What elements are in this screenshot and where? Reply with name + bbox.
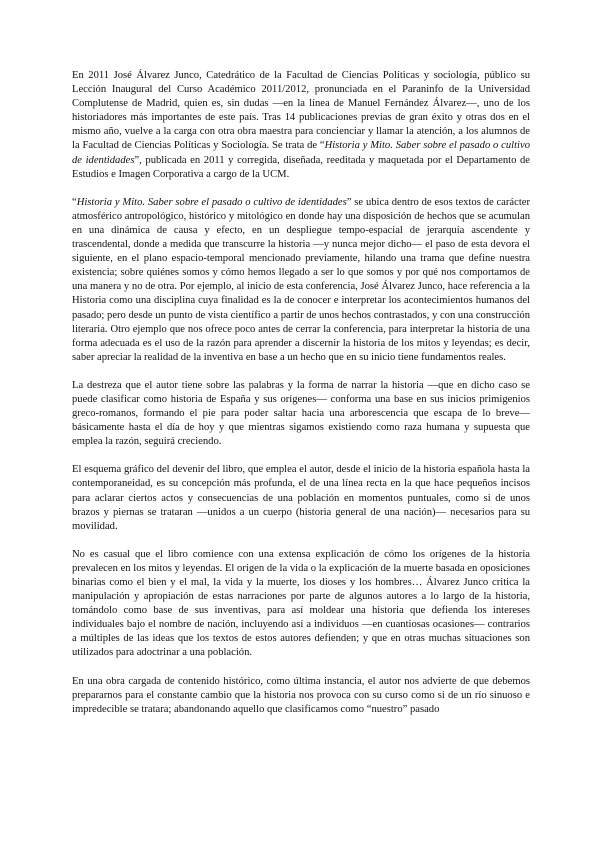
paragraph-2 — [72, 196, 530, 365]
book-title: Historia y Mito. Saber sobre el pasado o cultivo de identidades — [72, 140, 530, 166]
paragraph-text: ” se ubica dentro de esos textos de carácter atmosférico antropológico, histórico y mitológico en donde hay una disposición de hechos que se acumulan en una dinámica de causa y efecto, en un despliegue tempo-espacial de jerarquía ascendente y trascendental, donde a medida que transcurre la historia —y nunca mejor dicho— el paso de esta devora el siguiente, en el plano espacio-temporal mencionado previamente, hilando una trama que define nuestra existencia; sobre quiénes somos y cómo hemos llegado a ser lo que somos y por qué nos comportamos de una manera y no de otra. Por ejemplo, al inicio de esta conferencia, José Álvarez Junco, hace referencia a la Historia como una disciplina cuya finalidad es la de conocer e interpretar los acontecimientos humanos del pasado; pero desde un punto de vista científico a partir de unos hechos contrastados, y con una construcción literaria. Otro ejemplo que nos ofrece poco antes de cerrar la conferencia, para interpretar la historia de una forma adecuada es el uso de la razón para aprender a discernir la historia de los mitos y leyendas; es decir, saber apreciar la realidad de la inventiva en base a un hecho que en su inicio tiene fundamentos reales. — [72, 196, 530, 363]
paragraph-text: “ — [72, 196, 77, 208]
paragraph-text: No es casual que el libro comience con una extensa explicación de cómo los orígenes de la historia prevalecen en los mitos y leyendas. El origen de la vida o la explicación de la muerte basada en oposiciones binarias como el bien y el mal, la vida y la muerte, los dioses y los hombres… Álvarez Junco critica la manipulación y apropiación de estas narraciones por parte de algunos autores a lo largo de la historia, tomándolo como base de sus inventivas, para así moldear una historia que defienda los intereses individuales bajo el nombre de nación, incluyendo así a individuos —en cuantiosas ocasiones— contrarios a múltiples de las ideas que los textos de estos autores defienden; y que en otras muchas situaciones son utilizados para adoctrinar a una población. — [72, 548, 530, 659]
paragraph-text: En una obra cargada de contenido histórico, como última instancia, el autor nos advierte de que debemos prepararnos para el constante cambio que la historia nos provoca con su curso como si de un río sinuoso e impredecible se tratara; abandonando aquello que clasificamos como “nuestro” pasado — [72, 675, 530, 715]
document-body — [72, 69, 530, 731]
paragraph-text: ”, publicada en 2011 y corregida, diseñada, reeditada y maquetada por el Departamento de Estudios e Imagen Corporativa a cargo de la UCM. — [72, 154, 530, 180]
paragraph-6 — [72, 675, 530, 717]
paragraph-text: El esquema gráfico del devenir del libro, que emplea el autor, desde el inicio de la historia española hasta la contemporaneidad, es su concepción más profunda, el de una línea recta en la que hace pequeños incisos para aclarar ciertos actos y consecuencias de una población en momentos puntuales, como si de unos brazos y piernas se trataran —unidos a un cuerpo (historia general de una nación)— necesarios para su movilidad. — [72, 464, 530, 532]
paragraph-5 — [72, 548, 530, 661]
paragraph-4 — [72, 463, 530, 533]
paragraph-1 — [72, 69, 530, 182]
paragraph-text: La destreza que el autor tiene sobre las palabras y la forma de narrar la historia —que en dicho caso se puede clasificar como historia de España y sus orígenes— conforma una base en sus inicios primigenios greco-romanos, formando el pie para poder saltar hacia una arborescencia que escapa de lo breve— básicamente hasta el día de hoy y que mientras sigamos existiendo como raza humana y supuesta que emplea la razón, seguirá creciendo. — [72, 379, 530, 448]
book-title: Historia y Mito. Saber sobre el pasado o cultivo de identidades — [76, 196, 347, 208]
paragraph-text: En 2011 José Álvarez Junco, Catedrático de la Facultad de Ciencias Políticas y sociología, público su Lección Inaugural del Curso Académico 2011/2012, pronunciada en el Paraninfo de la Universidad Complutense de Madrid, quien es, sin dudas —en la línea de Manuel Fernández Álvarez—, uno de los historiadores más importantes de este país. Tras 14 publicaciones previas de gran éxito y otras dos en el mismo año, vuelve a la carga con otra obra maestra para concienciar y llamar la atención, a los alumnos de la Facultad de Ciencias Políticas y Sociología. Se trata de “ — [72, 70, 530, 152]
paragraph-3 — [72, 379, 530, 449]
